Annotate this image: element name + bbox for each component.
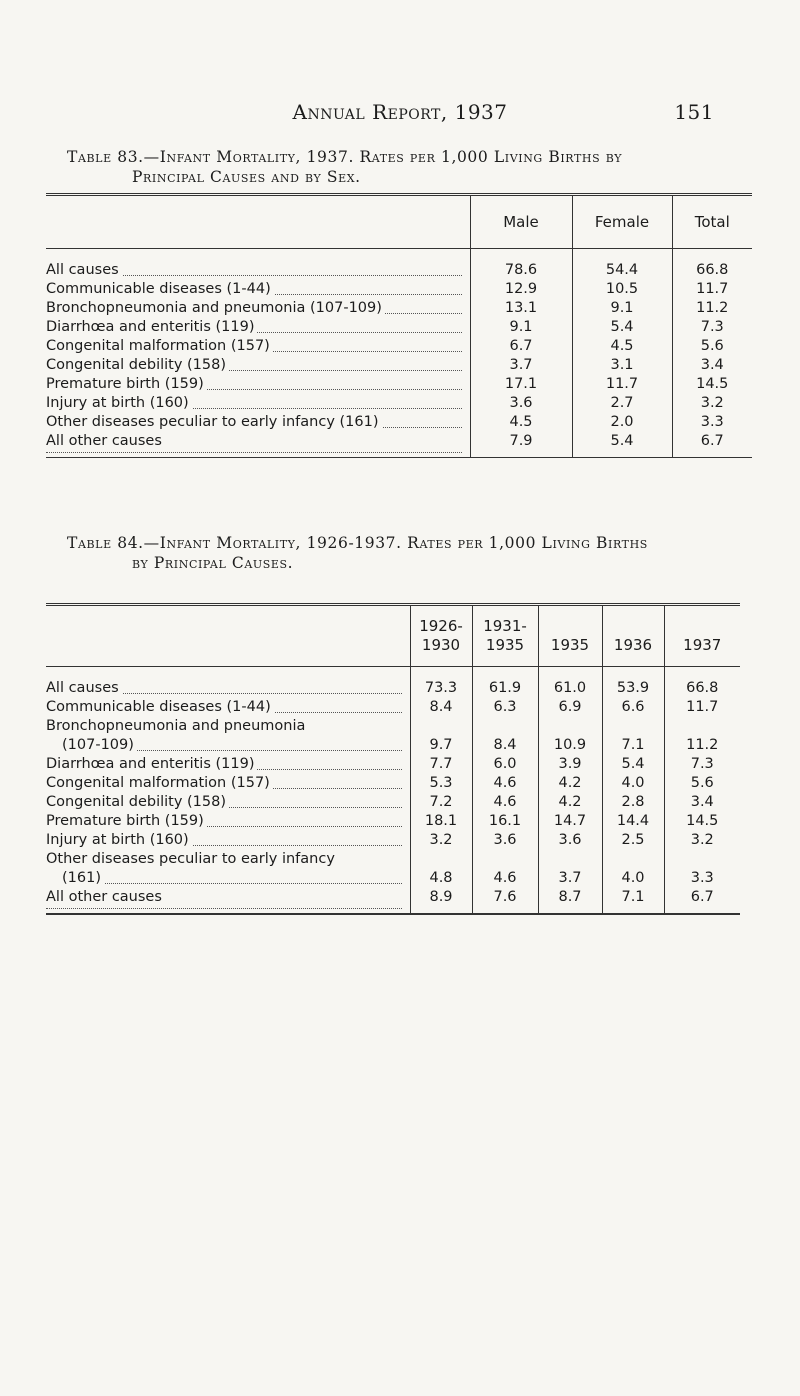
cell-value: 10.5 [572,280,672,299]
cell-value: 66.8 [672,249,752,281]
table-row [46,375,752,394]
cell-value: 14.5 [672,375,752,394]
cell-value: 11.7 [664,698,740,717]
cell-value: 2.0 [572,413,672,432]
table83-caption [67,147,747,187]
table-row [46,413,752,432]
row-label: Diarrhœa and enteritis (119) [46,318,470,337]
cell-value: 3.4 [672,356,752,375]
table-row [46,793,740,812]
cell-value: 4.5 [572,337,672,356]
cell-value: 14.4 [602,812,664,831]
table84-caption-line2: by Principal Causes. [132,554,294,572]
row-label: Injury at birth (160) [46,831,410,850]
row-label: Injury at birth (160) [46,394,470,413]
table-row-continued-label [46,717,740,736]
cell-value: 8.9 [410,888,472,914]
empty-cell [664,850,740,869]
cell-value: 8.4 [472,736,538,755]
cell-value: 11.7 [572,375,672,394]
cell-value: 7.7 [410,755,472,774]
cell-value: 61.9 [472,667,538,699]
table84-caption [67,533,747,573]
table83-caption-line1: Table 83.—Infant Mortality, 1937. Rates per 1,000 Living Births by [67,148,623,166]
cell-value: 12.9 [470,280,572,299]
cell-value: 7.1 [602,888,664,914]
cell-value: 4.0 [602,869,664,888]
table-row [46,774,740,793]
table84-header-row [46,606,740,667]
cell-value: 6.0 [472,755,538,774]
cell-value: 16.1 [472,812,538,831]
cell-value: 3.7 [538,869,602,888]
cell-value: 9.7 [410,736,472,755]
cell-value: 7.1 [602,736,664,755]
row-label: Communicable diseases (1-44) [46,698,410,717]
table-row [46,831,740,850]
table83 [46,193,752,458]
row-label: (107-109) [46,736,410,755]
table-row [46,356,752,375]
cell-value: 78.6 [470,249,572,281]
cell-value: 3.9 [538,755,602,774]
cell-value: 8.7 [538,888,602,914]
running-title: Annual Report, 1937 [292,100,508,124]
table84 [46,603,740,915]
empty-cell [602,850,664,869]
cell-value: 5.3 [410,774,472,793]
empty-cell [410,717,472,736]
cell-value: 3.6 [470,394,572,413]
row-label: Congenital debility (158) [46,793,410,812]
table84-body [46,667,740,915]
table-row [46,432,752,458]
cell-value: 3.2 [672,394,752,413]
cell-value: 3.2 [664,831,740,850]
cell-value: 3.2 [410,831,472,850]
row-label: Premature birth (159) [46,812,410,831]
cell-value: 4.6 [472,869,538,888]
empty-cell [538,850,602,869]
cell-value: 13.1 [470,299,572,318]
cell-value: 3.7 [470,356,572,375]
cell-value: 6.3 [472,698,538,717]
page-header [0,100,800,130]
row-label: Congenital debility (158) [46,356,470,375]
cell-value: 4.6 [472,774,538,793]
row-label: Other diseases peculiar to early infancy [46,850,410,869]
cell-value: 66.8 [664,667,740,699]
cell-value: 5.6 [664,774,740,793]
cell-value: 5.4 [572,318,672,337]
cell-value: 11.7 [672,280,752,299]
empty-cell [472,850,538,869]
table-row [46,337,752,356]
table-row [46,698,740,717]
cell-value: 6.7 [672,432,752,458]
cell-value: 6.6 [602,698,664,717]
row-label: Congenital malformation (157) [46,337,470,356]
row-label: Diarrhœa and enteritis (119) [46,755,410,774]
table83-header-stub [46,196,470,249]
row-label: (161) [46,869,410,888]
cell-value: 8.4 [410,698,472,717]
cell-value: 4.0 [602,774,664,793]
table83-header-row [46,196,752,249]
cell-value: 17.1 [470,375,572,394]
cell-value: 2.5 [602,831,664,850]
empty-cell [664,717,740,736]
cell-value: 3.3 [672,413,752,432]
cell-value: 73.3 [410,667,472,699]
table-row [46,249,752,281]
cell-value: 2.8 [602,793,664,812]
table83-col-header: Female [572,196,672,249]
row-label: Bronchopneumonia and pneumonia (107-109) [46,299,470,318]
table-row [46,299,752,318]
cell-value: 2.7 [572,394,672,413]
table83-col-header: Total [672,196,752,249]
row-label: Premature birth (159) [46,375,470,394]
cell-value: 4.2 [538,793,602,812]
cell-value: 7.3 [672,318,752,337]
cell-value: 3.3 [664,869,740,888]
cell-value: 5.6 [672,337,752,356]
cell-value: 3.1 [572,356,672,375]
table-row [46,869,740,888]
empty-cell [472,717,538,736]
cell-value: 53.9 [602,667,664,699]
cell-value: 4.6 [472,793,538,812]
cell-value: 5.4 [602,755,664,774]
table83-caption-line2: Principal Causes and by Sex. [132,168,361,186]
cell-value: 11.2 [664,736,740,755]
cell-value: 3.6 [538,831,602,850]
cell-value: 3.4 [664,793,740,812]
cell-value: 9.1 [572,299,672,318]
table84-caption-line1: Table 84.—Infant Mortality, 1926-1937. Rates per 1,000 Living Births [67,534,648,552]
cell-value: 18.1 [410,812,472,831]
cell-value: 9.1 [470,318,572,337]
table84-col-header: 1926- 1930 [410,606,472,667]
table84-header-stub [46,606,410,667]
row-label: All causes [46,249,470,281]
table-row-continued-label [46,850,740,869]
table84-col-header: 1935 [538,606,602,667]
cell-value: 3.6 [472,831,538,850]
table-row [46,736,740,755]
cell-value: 10.9 [538,736,602,755]
empty-cell [410,850,472,869]
cell-value: 4.8 [410,869,472,888]
row-label: Bronchopneumonia and pneumonia [46,717,410,736]
row-label: Communicable diseases (1-44) [46,280,470,299]
empty-cell [602,717,664,736]
cell-value: 7.6 [472,888,538,914]
row-label: All causes [46,667,410,699]
row-label: All other causes [46,432,470,458]
table-row [46,394,752,413]
cell-value: 54.4 [572,249,672,281]
row-label: Other diseases peculiar to early infancy (161) [46,413,470,432]
cell-value: 14.5 [664,812,740,831]
row-label: Congenital malformation (157) [46,774,410,793]
cell-value: 14.7 [538,812,602,831]
table-row [46,755,740,774]
cell-value: 7.3 [664,755,740,774]
cell-value: 4.5 [470,413,572,432]
table-row [46,318,752,337]
table84-col-header: 1937 [664,606,740,667]
empty-cell [538,717,602,736]
cell-value: 4.2 [538,774,602,793]
cell-value: 7.9 [470,432,572,458]
cell-value: 7.2 [410,793,472,812]
table-row [46,667,740,699]
cell-value: 6.7 [470,337,572,356]
table83-col-header: Male [470,196,572,249]
table-row [46,280,752,299]
row-label: All other causes [46,888,410,914]
table84-col-header: 1936 [602,606,664,667]
cell-value: 11.2 [672,299,752,318]
table-row [46,888,740,914]
cell-value: 6.9 [538,698,602,717]
cell-value: 61.0 [538,667,602,699]
cell-value: 6.7 [664,888,740,914]
table84-col-header: 1931- 1935 [472,606,538,667]
table-row [46,812,740,831]
page-number: 151 [674,100,714,124]
table83-body [46,249,752,458]
cell-value: 5.4 [572,432,672,458]
